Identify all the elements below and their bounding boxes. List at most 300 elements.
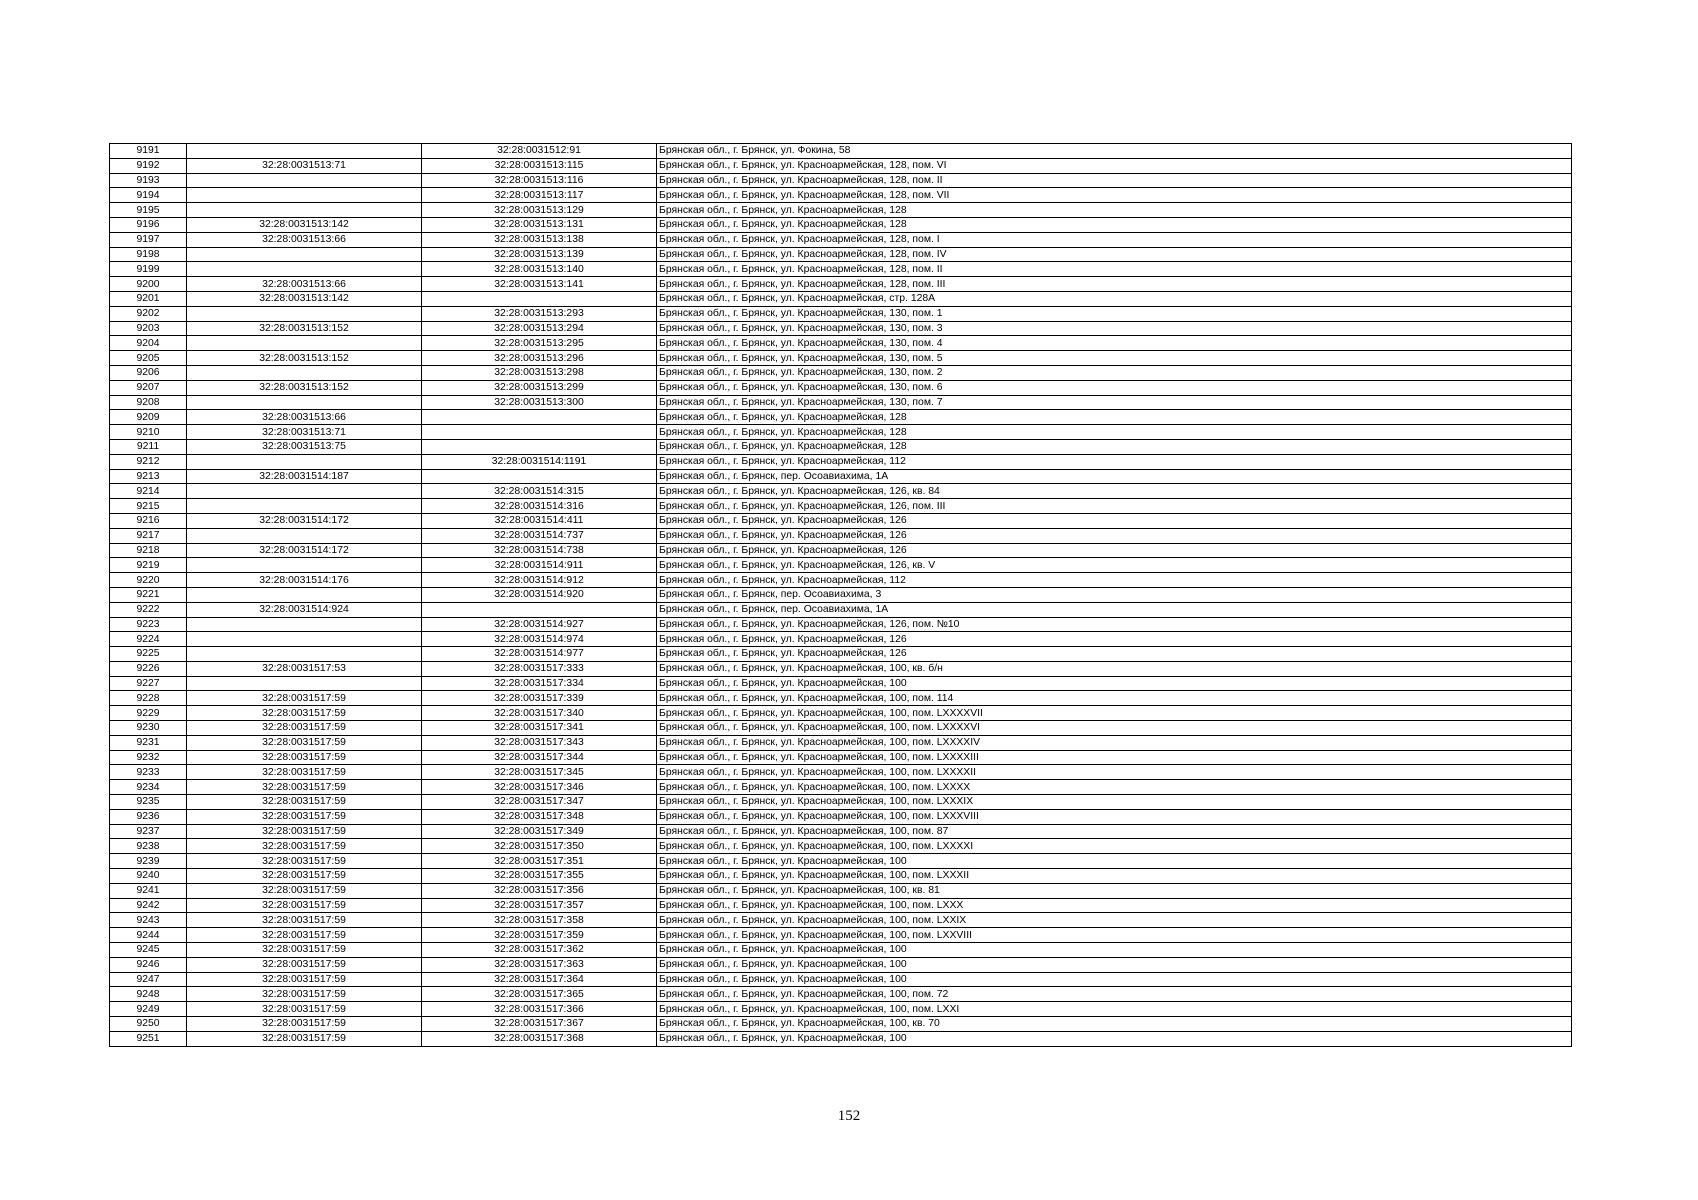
table-row <box>110 898 1572 913</box>
parent-cadastral-cell: 32:28:0031517:59 <box>187 735 422 750</box>
row-number-cell: 9223 <box>110 617 187 632</box>
row-number-cell: 9233 <box>110 765 187 780</box>
row-number-cell: 9241 <box>110 883 187 898</box>
parent-cadastral-cell <box>187 632 422 647</box>
cadastral-number-cell: 32:28:0031517:339 <box>422 691 657 706</box>
table-row <box>110 602 1572 617</box>
parent-cadastral-cell: 32:28:0031517:59 <box>187 691 422 706</box>
table-row <box>110 513 1572 528</box>
address-cell: Брянская обл., г. Брянск, ул. Красноармейская, 130, пом. 5 <box>657 351 1572 366</box>
parent-cadastral-cell: 32:28:0031514:172 <box>187 543 422 558</box>
address-cell: Брянская обл., г. Брянск, ул. Красноармейская, 100 <box>657 972 1572 987</box>
table-row <box>110 410 1572 425</box>
cadastral-number-cell: 32:28:0031514:977 <box>422 647 657 662</box>
table-row <box>110 499 1572 514</box>
row-number-cell: 9224 <box>110 632 187 647</box>
parent-cadastral-cell: 32:28:0031513:66 <box>187 410 422 425</box>
cadastral-number-cell: 32:28:0031517:340 <box>422 706 657 721</box>
row-number-cell: 9228 <box>110 691 187 706</box>
row-number-cell: 9225 <box>110 647 187 662</box>
parent-cadastral-cell <box>187 617 422 632</box>
row-number-cell: 9213 <box>110 469 187 484</box>
table-row <box>110 573 1572 588</box>
table-row <box>110 839 1572 854</box>
cadastral-number-cell: 32:28:0031517:355 <box>422 869 657 884</box>
address-cell: Брянская обл., г. Брянск, ул. Красноармейская, 100, пом. LXXXVIII <box>657 809 1572 824</box>
cadastral-number-cell: 32:28:0031517:350 <box>422 839 657 854</box>
cadastral-number-cell: 32:28:0031514:737 <box>422 528 657 543</box>
parent-cadastral-cell: 32:28:0031513:66 <box>187 232 422 247</box>
row-number-cell: 9240 <box>110 869 187 884</box>
address-cell: Брянская обл., г. Брянск, ул. Красноармейская, 100, пом. LXXXXVI <box>657 721 1572 736</box>
address-cell: Брянская обл., г. Брянск, ул. Красноармейская, 112 <box>657 454 1572 469</box>
address-cell: Брянская обл., г. Брянск, ул. Красноармейская, 128, пом. II <box>657 262 1572 277</box>
table-row <box>110 321 1572 336</box>
address-cell: Брянская обл., г. Брянск, ул. Красноармейская, 128, пом. II <box>657 173 1572 188</box>
address-cell: Брянская обл., г. Брянск, ул. Красноармейская, 100, пом. LXXI <box>657 1002 1572 1017</box>
cadastral-number-cell: 32:28:0031517:351 <box>422 854 657 869</box>
row-number-cell: 9195 <box>110 203 187 218</box>
address-cell: Брянская обл., г. Брянск, ул. Красноармейская, стр. 128А <box>657 291 1572 306</box>
address-cell: Брянская обл., г. Брянск, ул. Красноармейская, 126, пом. №10 <box>657 617 1572 632</box>
table-row <box>110 632 1572 647</box>
cadastral-number-cell: 32:28:0031512:91 <box>422 144 657 159</box>
cadastral-number-cell: 32:28:0031513:293 <box>422 306 657 321</box>
parent-cadastral-cell: 32:28:0031513:66 <box>187 277 422 292</box>
address-cell: Брянская обл., г. Брянск, ул. Красноармейская, 126 <box>657 647 1572 662</box>
parent-cadastral-cell <box>187 484 422 499</box>
cadastral-number-cell: 32:28:0031517:362 <box>422 943 657 958</box>
table-row <box>110 528 1572 543</box>
parent-cadastral-cell <box>187 647 422 662</box>
parent-cadastral-cell: 32:28:0031517:59 <box>187 809 422 824</box>
parent-cadastral-cell: 32:28:0031517:59 <box>187 869 422 884</box>
row-number-cell: 9199 <box>110 262 187 277</box>
table-row <box>110 188 1572 203</box>
table-row <box>110 173 1572 188</box>
parent-cadastral-cell: 32:28:0031513:142 <box>187 217 422 232</box>
parent-cadastral-cell <box>187 587 422 602</box>
cadastral-number-cell: 32:28:0031517:345 <box>422 765 657 780</box>
row-number-cell: 9232 <box>110 750 187 765</box>
cadastral-number-cell: 32:28:0031517:341 <box>422 721 657 736</box>
parent-cadastral-cell: 32:28:0031517:59 <box>187 898 422 913</box>
table-row <box>110 617 1572 632</box>
row-number-cell: 9220 <box>110 573 187 588</box>
parent-cadastral-cell: 32:28:0031517:59 <box>187 824 422 839</box>
row-number-cell: 9196 <box>110 217 187 232</box>
address-cell: Брянская обл., г. Брянск, ул. Красноармейская, 100, пом. LXXXXII <box>657 765 1572 780</box>
parent-cadastral-cell <box>187 262 422 277</box>
row-number-cell: 9193 <box>110 173 187 188</box>
cadastral-number-cell: 32:28:0031514:911 <box>422 558 657 573</box>
cadastral-number-cell: 32:28:0031517:344 <box>422 750 657 765</box>
table-row <box>110 543 1572 558</box>
cadastral-number-cell: 32:28:0031513:299 <box>422 380 657 395</box>
cadastral-number-cell: 32:28:0031517:365 <box>422 987 657 1002</box>
row-number-cell: 9226 <box>110 661 187 676</box>
cadastral-number-cell: 32:28:0031514:927 <box>422 617 657 632</box>
row-number-cell: 9230 <box>110 721 187 736</box>
table-row <box>110 883 1572 898</box>
address-cell: Брянская обл., г. Брянск, пер. Осоавиахима, 1А <box>657 602 1572 617</box>
address-cell: Брянская обл., г. Брянск, ул. Фокина, 58 <box>657 144 1572 159</box>
parent-cadastral-cell: 32:28:0031513:71 <box>187 425 422 440</box>
row-number-cell: 9217 <box>110 528 187 543</box>
row-number-cell: 9248 <box>110 987 187 1002</box>
table-row <box>110 676 1572 691</box>
cadastral-number-cell: 32:28:0031517:333 <box>422 661 657 676</box>
parent-cadastral-cell <box>187 144 422 159</box>
row-number-cell: 9211 <box>110 439 187 454</box>
parent-cadastral-cell <box>187 558 422 573</box>
address-cell: Брянская обл., г. Брянск, ул. Красноармейская, 128 <box>657 439 1572 454</box>
parent-cadastral-cell: 32:28:0031514:924 <box>187 602 422 617</box>
cadastral-number-cell: 32:28:0031517:368 <box>422 1031 657 1046</box>
table-row <box>110 291 1572 306</box>
address-cell: Брянская обл., г. Брянск, пер. Осоавиахима, 1А <box>657 469 1572 484</box>
address-cell: Брянская обл., г. Брянск, ул. Красноармейская, 100 <box>657 676 1572 691</box>
parent-cadastral-cell <box>187 454 422 469</box>
page-number: 152 <box>837 1108 861 1124</box>
address-cell: Брянская обл., г. Брянск, ул. Красноармейская, 100, пом. LXXXII <box>657 869 1572 884</box>
records-table <box>109 143 1572 1047</box>
address-cell: Брянская обл., г. Брянск, ул. Красноармейская, 100, кв. б/н <box>657 661 1572 676</box>
table-row <box>110 351 1572 366</box>
parent-cadastral-cell: 32:28:0031517:59 <box>187 721 422 736</box>
address-cell: Брянская обл., г. Брянск, ул. Красноармейская, 128, пом. I <box>657 232 1572 247</box>
address-cell: Брянская обл., г. Брянск, ул. Красноармейская, 126 <box>657 513 1572 528</box>
row-number-cell: 9205 <box>110 351 187 366</box>
parent-cadastral-cell: 32:28:0031517:59 <box>187 972 422 987</box>
cadastral-number-cell: 32:28:0031513:140 <box>422 262 657 277</box>
cadastral-number-cell: 32:28:0031513:117 <box>422 188 657 203</box>
cadastral-number-cell: 32:28:0031514:974 <box>422 632 657 647</box>
parent-cadastral-cell: 32:28:0031513:75 <box>187 439 422 454</box>
cadastral-number-cell: 32:28:0031514:1191 <box>422 454 657 469</box>
address-cell: Брянская обл., г. Брянск, ул. Красноармейская, 130, пом. 6 <box>657 380 1572 395</box>
cadastral-number-cell: 32:28:0031514:912 <box>422 573 657 588</box>
row-number-cell: 9234 <box>110 780 187 795</box>
row-number-cell: 9237 <box>110 824 187 839</box>
table-row <box>110 232 1572 247</box>
address-cell: Брянская обл., г. Брянск, ул. Красноармейская, 128, пом. VII <box>657 188 1572 203</box>
table-row <box>110 469 1572 484</box>
parent-cadastral-cell: 32:28:0031517:59 <box>187 943 422 958</box>
parent-cadastral-cell <box>187 499 422 514</box>
parent-cadastral-cell <box>187 188 422 203</box>
address-cell: Брянская обл., г. Брянск, ул. Красноармейская, 100, пом. LXXXX <box>657 780 1572 795</box>
cadastral-number-cell: 32:28:0031517:346 <box>422 780 657 795</box>
row-number-cell: 9239 <box>110 854 187 869</box>
row-number-cell: 9231 <box>110 735 187 750</box>
cadastral-number-cell: 32:28:0031513:295 <box>422 336 657 351</box>
row-number-cell: 9210 <box>110 425 187 440</box>
cadastral-number-cell: 32:28:0031514:411 <box>422 513 657 528</box>
table-row <box>110 484 1572 499</box>
parent-cadastral-cell: 32:28:0031517:59 <box>187 1002 422 1017</box>
table-row <box>110 158 1572 173</box>
row-number-cell: 9249 <box>110 1002 187 1017</box>
cadastral-number-cell: 32:28:0031514:316 <box>422 499 657 514</box>
table-row <box>110 780 1572 795</box>
address-cell: Брянская обл., г. Брянск, ул. Красноармейская, 100 <box>657 854 1572 869</box>
address-cell: Брянская обл., г. Брянск, ул. Красноармейская, 128, пом. VI <box>657 158 1572 173</box>
table-row <box>110 913 1572 928</box>
row-number-cell: 9204 <box>110 336 187 351</box>
address-cell: Брянская обл., г. Брянск, ул. Красноармейская, 100, кв. 81 <box>657 883 1572 898</box>
cadastral-number-cell: 32:28:0031517:348 <box>422 809 657 824</box>
row-number-cell: 9229 <box>110 706 187 721</box>
row-number-cell: 9221 <box>110 587 187 602</box>
row-number-cell: 9201 <box>110 291 187 306</box>
row-number-cell: 9219 <box>110 558 187 573</box>
address-cell: Брянская обл., г. Брянск, ул. Красноармейская, 100 <box>657 943 1572 958</box>
table-row <box>110 425 1572 440</box>
cadastral-number-cell: 32:28:0031513:294 <box>422 321 657 336</box>
parent-cadastral-cell: 32:28:0031513:142 <box>187 291 422 306</box>
table-row <box>110 454 1572 469</box>
table-row <box>110 735 1572 750</box>
table-row <box>110 721 1572 736</box>
cadastral-number-cell: 32:28:0031517:363 <box>422 957 657 972</box>
parent-cadastral-cell <box>187 336 422 351</box>
row-number-cell: 9251 <box>110 1031 187 1046</box>
address-cell: Брянская обл., г. Брянск, ул. Красноармейская, 100, пом. LXXX <box>657 898 1572 913</box>
row-number-cell: 9227 <box>110 676 187 691</box>
cadastral-number-cell: 32:28:0031513:129 <box>422 203 657 218</box>
row-number-cell: 9247 <box>110 972 187 987</box>
table-row <box>110 957 1572 972</box>
row-number-cell: 9246 <box>110 957 187 972</box>
row-number-cell: 9250 <box>110 1017 187 1032</box>
cadastral-number-cell <box>422 469 657 484</box>
address-cell: Брянская обл., г. Брянск, ул. Красноармейская, 126, кв. 84 <box>657 484 1572 499</box>
parent-cadastral-cell <box>187 395 422 410</box>
row-number-cell: 9216 <box>110 513 187 528</box>
cadastral-number-cell: 32:28:0031517:334 <box>422 676 657 691</box>
cadastral-number-cell: 32:28:0031517:367 <box>422 1017 657 1032</box>
cadastral-number-cell: 32:28:0031513:131 <box>422 217 657 232</box>
address-cell: Брянская обл., г. Брянск, пер. Осоавиахима, 3 <box>657 587 1572 602</box>
cadastral-number-cell: 32:28:0031517:359 <box>422 928 657 943</box>
parent-cadastral-cell: 32:28:0031514:172 <box>187 513 422 528</box>
cadastral-number-cell: 32:28:0031517:347 <box>422 795 657 810</box>
address-cell: Брянская обл., г. Брянск, ул. Красноармейская, 100, пом. LXXIX <box>657 913 1572 928</box>
table-row <box>110 706 1572 721</box>
table-row <box>110 395 1572 410</box>
row-number-cell: 9191 <box>110 144 187 159</box>
table-row <box>110 217 1572 232</box>
address-cell: Брянская обл., г. Брянск, ул. Красноармейская, 130, пом. 2 <box>657 365 1572 380</box>
row-number-cell: 9203 <box>110 321 187 336</box>
parent-cadastral-cell <box>187 247 422 262</box>
address-cell: Брянская обл., г. Брянск, ул. Красноармейская, 128 <box>657 410 1572 425</box>
address-cell: Брянская обл., г. Брянск, ул. Красноармейская, 128, пом. IV <box>657 247 1572 262</box>
parent-cadastral-cell: 32:28:0031514:187 <box>187 469 422 484</box>
address-cell: Брянская обл., г. Брянск, ул. Красноармейская, 128, пом. III <box>657 277 1572 292</box>
table-row <box>110 765 1572 780</box>
row-number-cell: 9214 <box>110 484 187 499</box>
parent-cadastral-cell: 32:28:0031517:59 <box>187 780 422 795</box>
parent-cadastral-cell: 32:28:0031513:152 <box>187 351 422 366</box>
row-number-cell: 9207 <box>110 380 187 395</box>
parent-cadastral-cell: 32:28:0031517:59 <box>187 765 422 780</box>
parent-cadastral-cell: 32:28:0031517:59 <box>187 750 422 765</box>
parent-cadastral-cell: 32:28:0031517:59 <box>187 1031 422 1046</box>
parent-cadastral-cell <box>187 528 422 543</box>
address-cell: Брянская обл., г. Брянск, ул. Красноармейская, 100, пом. LXXXXIII <box>657 750 1572 765</box>
parent-cadastral-cell: 32:28:0031517:59 <box>187 854 422 869</box>
parent-cadastral-cell: 32:28:0031517:59 <box>187 706 422 721</box>
cadastral-number-cell <box>422 425 657 440</box>
row-number-cell: 9244 <box>110 928 187 943</box>
table-row <box>110 306 1572 321</box>
parent-cadastral-cell: 32:28:0031517:59 <box>187 957 422 972</box>
address-cell: Брянская обл., г. Брянск, ул. Красноармейская, 128 <box>657 203 1572 218</box>
row-number-cell: 9242 <box>110 898 187 913</box>
cadastral-number-cell: 32:28:0031514:738 <box>422 543 657 558</box>
parent-cadastral-cell <box>187 173 422 188</box>
row-number-cell: 9197 <box>110 232 187 247</box>
cadastral-number-cell: 32:28:0031513:300 <box>422 395 657 410</box>
parent-cadastral-cell: 32:28:0031517:53 <box>187 661 422 676</box>
table-row <box>110 854 1572 869</box>
cadastral-number-cell: 32:28:0031513:116 <box>422 173 657 188</box>
address-cell: Брянская обл., г. Брянск, ул. Красноармейская, 100, пом. LXXXXI <box>657 839 1572 854</box>
table-row <box>110 1017 1572 1032</box>
parent-cadastral-cell <box>187 306 422 321</box>
table-row <box>110 262 1572 277</box>
address-cell: Брянская обл., г. Брянск, ул. Красноармейская, 100 <box>657 957 1572 972</box>
cadastral-number-cell <box>422 602 657 617</box>
table-row <box>110 824 1572 839</box>
cadastral-number-cell: 32:28:0031513:141 <box>422 277 657 292</box>
address-cell: Брянская обл., г. Брянск, ул. Красноармейская, 126, пом. III <box>657 499 1572 514</box>
table-row <box>110 247 1572 262</box>
row-number-cell: 9235 <box>110 795 187 810</box>
cadastral-number-cell: 32:28:0031513:115 <box>422 158 657 173</box>
address-cell: Брянская обл., г. Брянск, ул. Красноармейская, 128 <box>657 425 1572 440</box>
cadastral-number-cell: 32:28:0031517:358 <box>422 913 657 928</box>
address-cell: Брянская обл., г. Брянск, ул. Красноармейская, 126 <box>657 528 1572 543</box>
parent-cadastral-cell: 32:28:0031517:59 <box>187 795 422 810</box>
parent-cadastral-cell <box>187 676 422 691</box>
address-cell: Брянская обл., г. Брянск, ул. Красноармейская, 130, пом. 1 <box>657 306 1572 321</box>
table-row <box>110 928 1572 943</box>
row-number-cell: 9215 <box>110 499 187 514</box>
parent-cadastral-cell: 32:28:0031514:176 <box>187 573 422 588</box>
parent-cadastral-cell: 32:28:0031517:59 <box>187 913 422 928</box>
address-cell: Брянская обл., г. Брянск, ул. Красноармейская, 100, пом. 72 <box>657 987 1572 1002</box>
parent-cadastral-cell: 32:28:0031513:152 <box>187 321 422 336</box>
row-number-cell: 9222 <box>110 602 187 617</box>
row-number-cell: 9218 <box>110 543 187 558</box>
table-row <box>110 336 1572 351</box>
address-cell: Брянская обл., г. Брянск, ул. Красноармейская, 112 <box>657 573 1572 588</box>
cadastral-number-cell: 32:28:0031513:298 <box>422 365 657 380</box>
address-cell: Брянская обл., г. Брянск, ул. Красноармейская, 126 <box>657 632 1572 647</box>
address-cell: Брянская обл., г. Брянск, ул. Красноармейская, 130, пом. 3 <box>657 321 1572 336</box>
cadastral-number-cell: 32:28:0031517:364 <box>422 972 657 987</box>
address-cell: Брянская обл., г. Брянск, ул. Красноармейская, 130, пом. 7 <box>657 395 1572 410</box>
address-cell: Брянская обл., г. Брянск, ул. Красноармейская, 100, пом. LXXXIX <box>657 795 1572 810</box>
table-row <box>110 750 1572 765</box>
row-number-cell: 9236 <box>110 809 187 824</box>
records-table-body <box>110 144 1572 1047</box>
parent-cadastral-cell: 32:28:0031513:71 <box>187 158 422 173</box>
table-row <box>110 691 1572 706</box>
parent-cadastral-cell: 32:28:0031517:59 <box>187 883 422 898</box>
table-row <box>110 809 1572 824</box>
row-number-cell: 9192 <box>110 158 187 173</box>
cadastral-number-cell: 32:28:0031517:357 <box>422 898 657 913</box>
parent-cadastral-cell <box>187 365 422 380</box>
cadastral-number-cell <box>422 410 657 425</box>
row-number-cell: 9209 <box>110 410 187 425</box>
address-cell: Брянская обл., г. Брянск, ул. Красноармейская, 100, пом. LXXXXVII <box>657 706 1572 721</box>
table-row <box>110 203 1572 218</box>
cadastral-number-cell: 32:28:0031517:349 <box>422 824 657 839</box>
row-number-cell: 9212 <box>110 454 187 469</box>
table-row <box>110 380 1572 395</box>
row-number-cell: 9245 <box>110 943 187 958</box>
table-row <box>110 972 1572 987</box>
row-number-cell: 9238 <box>110 839 187 854</box>
table-row <box>110 558 1572 573</box>
row-number-cell: 9200 <box>110 277 187 292</box>
address-cell: Брянская обл., г. Брянск, ул. Красноармейская, 100, пом. 87 <box>657 824 1572 839</box>
table-row <box>110 869 1572 884</box>
cadastral-number-cell <box>422 439 657 454</box>
parent-cadastral-cell: 32:28:0031517:59 <box>187 839 422 854</box>
cadastral-number-cell: 32:28:0031517:356 <box>422 883 657 898</box>
row-number-cell: 9198 <box>110 247 187 262</box>
address-cell: Брянская обл., г. Брянск, ул. Красноармейская, 100, пом. LXXVIII <box>657 928 1572 943</box>
address-cell: Брянская обл., г. Брянск, ул. Красноармейская, 130, пом. 4 <box>657 336 1572 351</box>
table-row <box>110 647 1572 662</box>
table-row <box>110 277 1572 292</box>
row-number-cell: 9194 <box>110 188 187 203</box>
table-row <box>110 365 1572 380</box>
table-row <box>110 1031 1572 1046</box>
table-row <box>110 987 1572 1002</box>
cadastral-number-cell: 32:28:0031514:920 <box>422 587 657 602</box>
address-cell: Брянская обл., г. Брянск, ул. Красноармейская, 100, пом. 114 <box>657 691 1572 706</box>
cadastral-number-cell: 32:28:0031517:343 <box>422 735 657 750</box>
cadastral-number-cell: 32:28:0031514:315 <box>422 484 657 499</box>
row-number-cell: 9206 <box>110 365 187 380</box>
cadastral-number-cell <box>422 291 657 306</box>
table-row <box>110 661 1572 676</box>
parent-cadastral-cell: 32:28:0031517:59 <box>187 1017 422 1032</box>
cadastral-number-cell: 32:28:0031513:296 <box>422 351 657 366</box>
table-row <box>110 439 1572 454</box>
address-cell: Брянская обл., г. Брянск, ул. Красноармейская, 126 <box>657 543 1572 558</box>
cadastral-number-cell: 32:28:0031513:139 <box>422 247 657 262</box>
parent-cadastral-cell <box>187 203 422 218</box>
table-row <box>110 1002 1572 1017</box>
address-cell: Брянская обл., г. Брянск, ул. Красноармейская, 126, кв. V <box>657 558 1572 573</box>
cadastral-number-cell: 32:28:0031517:366 <box>422 1002 657 1017</box>
table-row <box>110 144 1572 159</box>
row-number-cell: 9202 <box>110 306 187 321</box>
table-row <box>110 943 1572 958</box>
row-number-cell: 9208 <box>110 395 187 410</box>
parent-cadastral-cell: 32:28:0031517:59 <box>187 987 422 1002</box>
table-row <box>110 795 1572 810</box>
parent-cadastral-cell: 32:28:0031513:152 <box>187 380 422 395</box>
